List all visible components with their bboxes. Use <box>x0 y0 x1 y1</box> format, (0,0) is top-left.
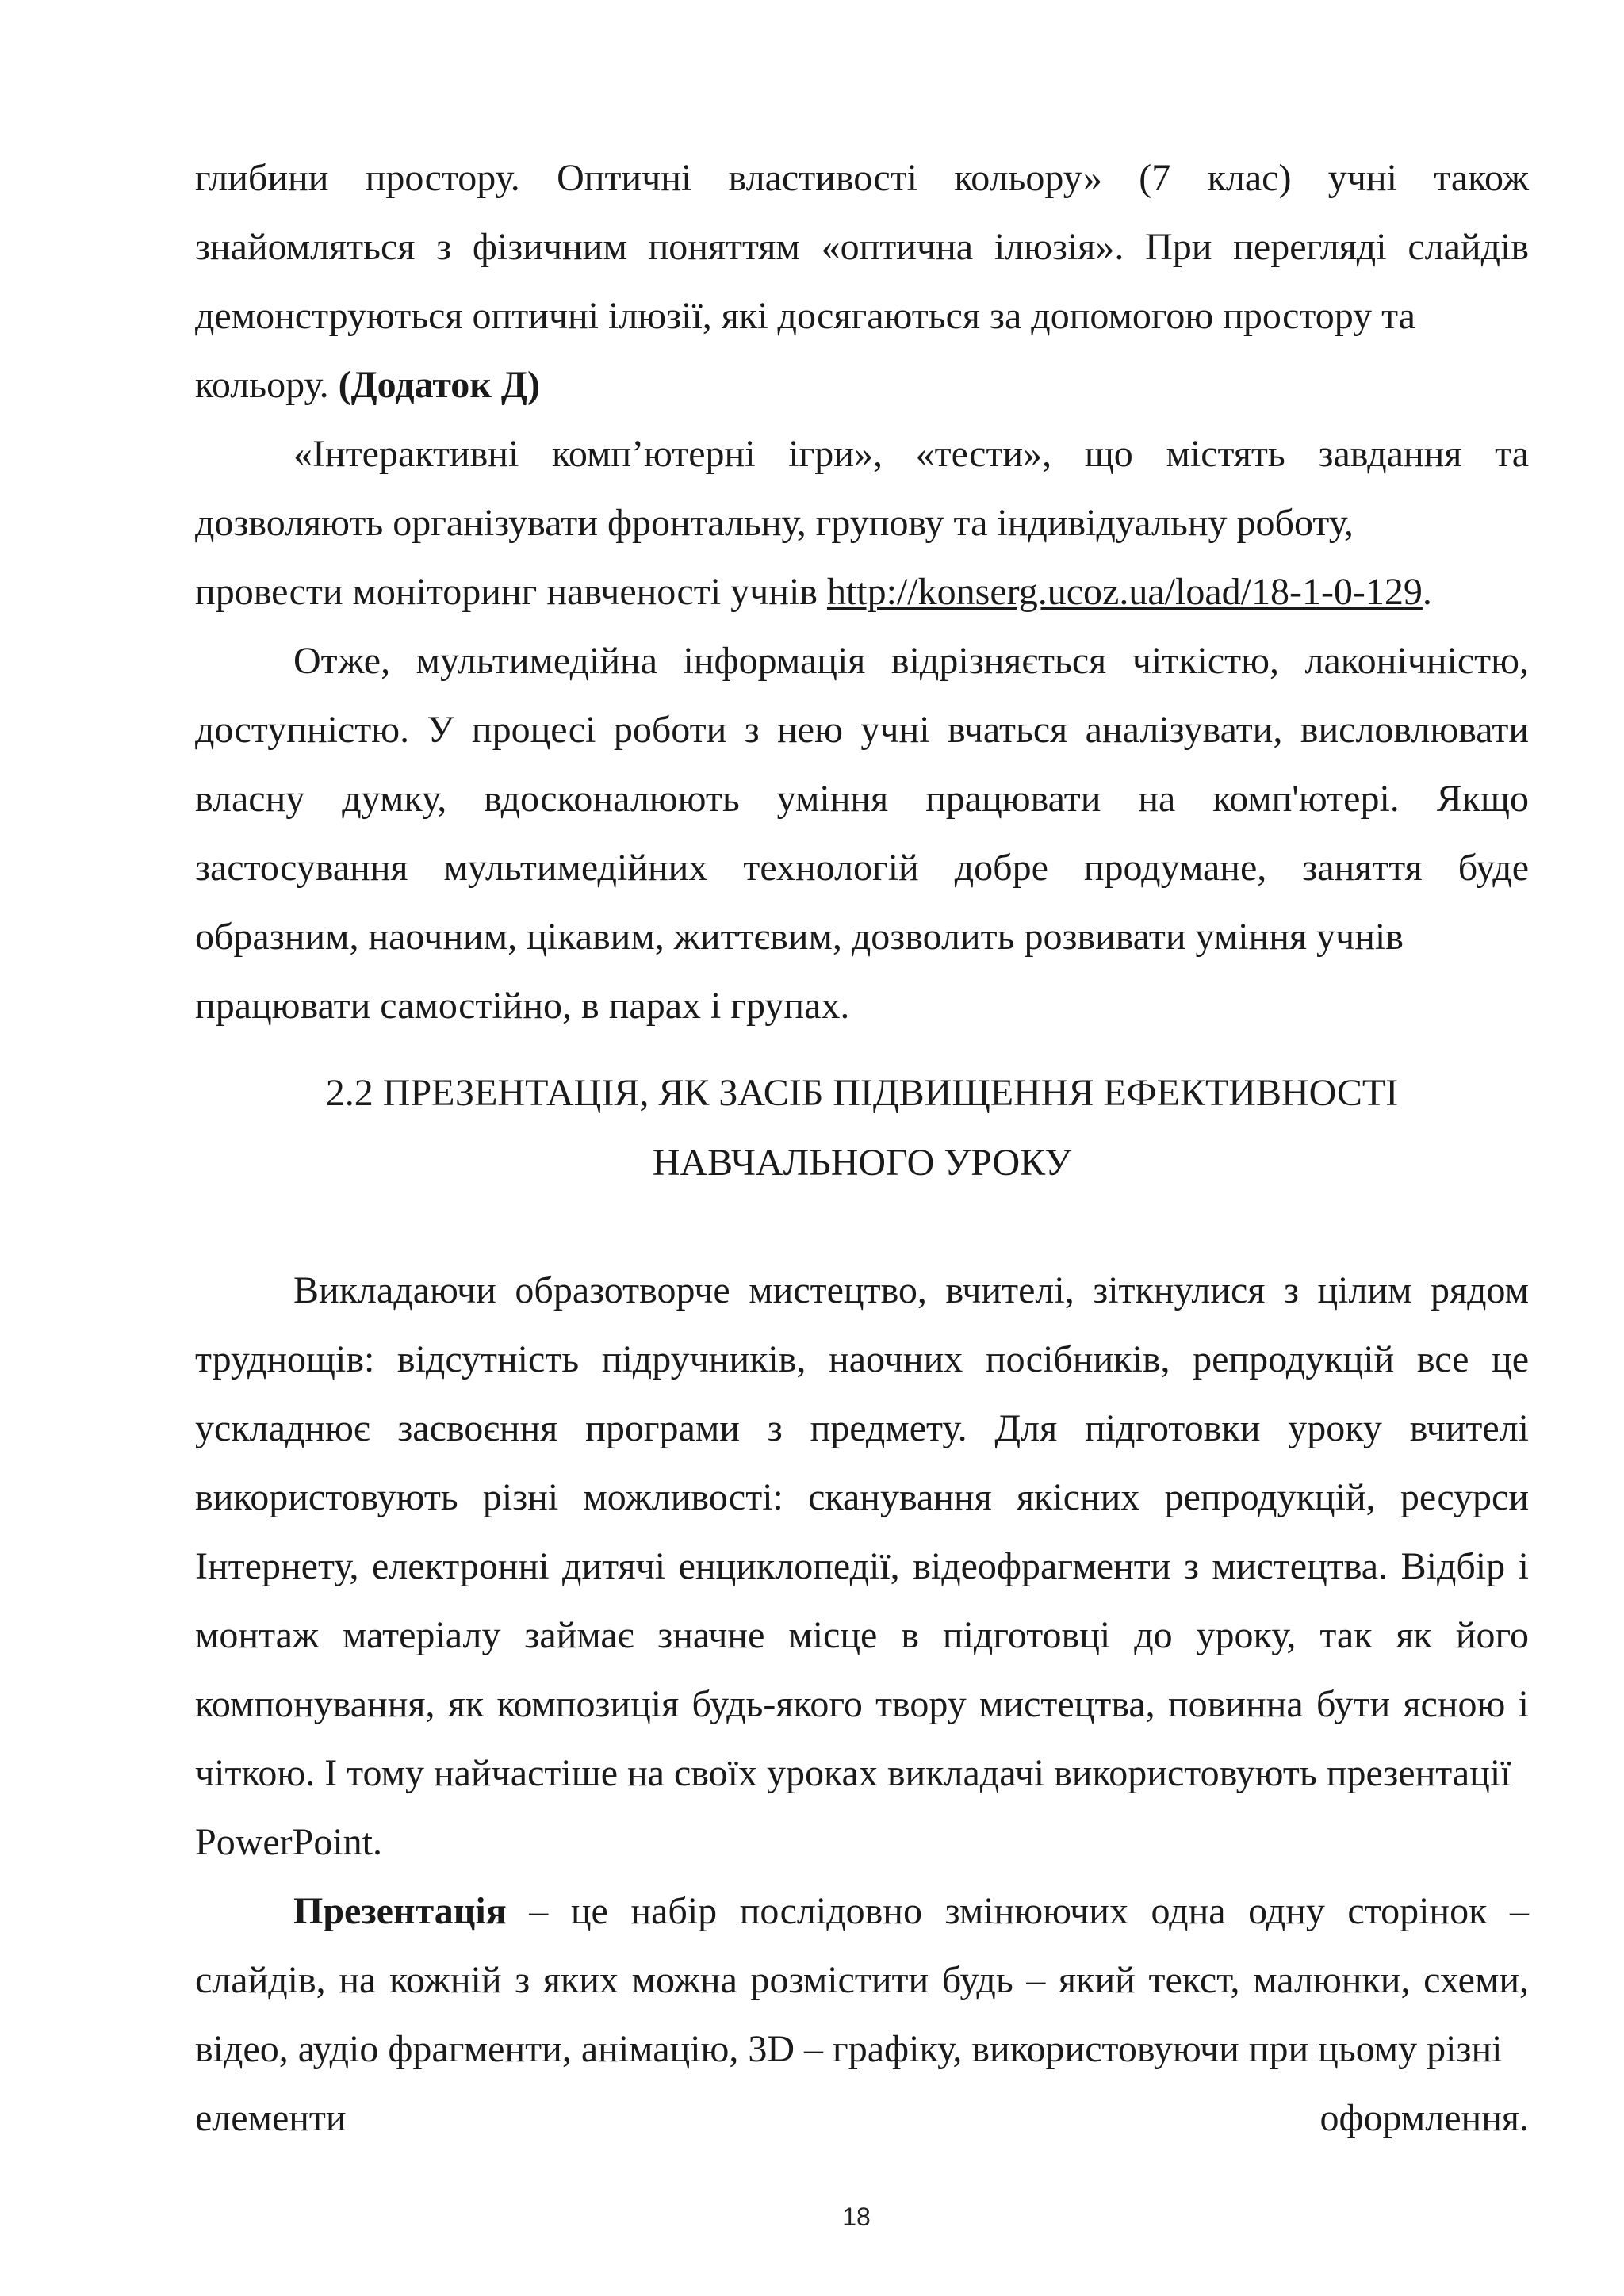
appendix-reference: (Додаток Д) <box>338 364 540 406</box>
section-heading <box>195 1058 1529 1198</box>
text-line: чіткою. І тому найчастіше на своїх уроках викладачі використовують презентації <box>195 1752 1511 1794</box>
text-line: демонструються оптичні ілюзії, які досягаються за допомогою простору та <box>195 295 1415 337</box>
paragraph-2-last-line <box>195 557 1529 626</box>
text-line: компонування, як композиція будь-якого твору мистецтва, повинна бути ясною і <box>195 1683 1529 1725</box>
text-line: застосування мультимедійних технологій добре продумане, заняття буде <box>195 847 1529 889</box>
text-line: . <box>1422 571 1432 613</box>
section-heading-line-1: 2.2 ПРЕЗЕНТАЦІЯ, ЯК ЗАСІБ ПІДВИЩЕННЯ ЕФЕКТИВНОСТІ <box>325 1072 1399 1114</box>
text-line: відео, аудіо фрагменти, анімацію, 3D – графіку, використовуючи при цьому різні <box>195 2028 1503 2070</box>
paragraph-3 <box>195 626 1529 971</box>
paragraph-1 <box>195 144 1529 350</box>
text-line: власну думку, вдосконалюють уміння працювати на комп'ютері. Якщо <box>195 778 1529 820</box>
text-line: знайомляться з фізичним поняттям «оптична ілюзія». При перегляді слайдів <box>195 226 1529 268</box>
text-line: використовують різні можливості: сканування якісних репродукцій, ресурси <box>195 1476 1529 1518</box>
text-line: оформлення. <box>1320 2097 1529 2139</box>
text-line: кольору. <box>195 364 339 406</box>
text-line: доступністю. У процесі роботи з нею учні вчаться аналізувати, висловлювати <box>195 709 1529 751</box>
page-number: 18 <box>842 2202 871 2231</box>
text-line: Викладаючи образотворче мистецтво, вчителі, зіткнулися з цілим рядом <box>293 1269 1529 1311</box>
term-presentation: Презентація <box>293 1890 507 1932</box>
paragraph-2 <box>195 419 1529 557</box>
text-line: слайдів, на кожній з яких можна розмістити будь – який текст, малюнки, схеми, <box>195 1959 1529 2001</box>
text-line: монтаж матеріалу займає значне місце в підготовці до уроку, так як його <box>195 1614 1529 1656</box>
text-block-top <box>195 144 1529 1040</box>
text-line: «Інтерактивні комп’ютерні ігри», «тести», що містять завдання та <box>293 433 1529 475</box>
text-line: Отже, мультимедійна інформація відрізняється чіткістю, лаконічністю, <box>293 640 1529 682</box>
text-line: ускладнює засвоєння програми з предмету. Для підготовки уроку вчителі <box>195 1407 1529 1449</box>
paragraph-5-last-line <box>195 2084 1529 2152</box>
text-line: глибини простору. Оптичні властивості кольору» (7 клас) учні також <box>195 157 1529 199</box>
paragraph-4 <box>195 1256 1529 1808</box>
text-line: елементи <box>195 2097 347 2139</box>
resource-link[interactable]: http://konserg.ucoz.ua/load/18-1-0-129 <box>826 571 1423 613</box>
text-line: провести моніторинг навченості учнів <box>195 571 827 613</box>
text-block-bottom <box>195 1256 1529 2152</box>
paragraph-5 <box>195 1877 1529 2084</box>
section-heading-line-2: НАВЧАЛЬНОГО УРОКУ <box>652 1142 1072 1184</box>
paragraph-4-last-line: PowerPoint. <box>195 1821 383 1863</box>
text-line: Інтернету, електронні дитячі енциклопедії, відеофрагменти з мистецтва. Відбір і <box>195 1545 1529 1587</box>
paragraph-1-last-line <box>195 350 1529 419</box>
text-line: – це набір послідовно змінюючих одна одну сторінок – <box>506 1890 1529 1932</box>
text-line: труднощів: відсутність підручників, наочних посібників, репродукцій все це <box>195 1338 1529 1380</box>
paragraph-3-last-line: працювати самостійно, в парах і групах. <box>195 985 850 1027</box>
text-line: дозволяють організувати фронтальну, групову та індивідуальну роботу, <box>195 502 1354 544</box>
text-line: образним, наочним, цікавим, життєвим, дозволить розвивати уміння учнів <box>195 916 1404 958</box>
